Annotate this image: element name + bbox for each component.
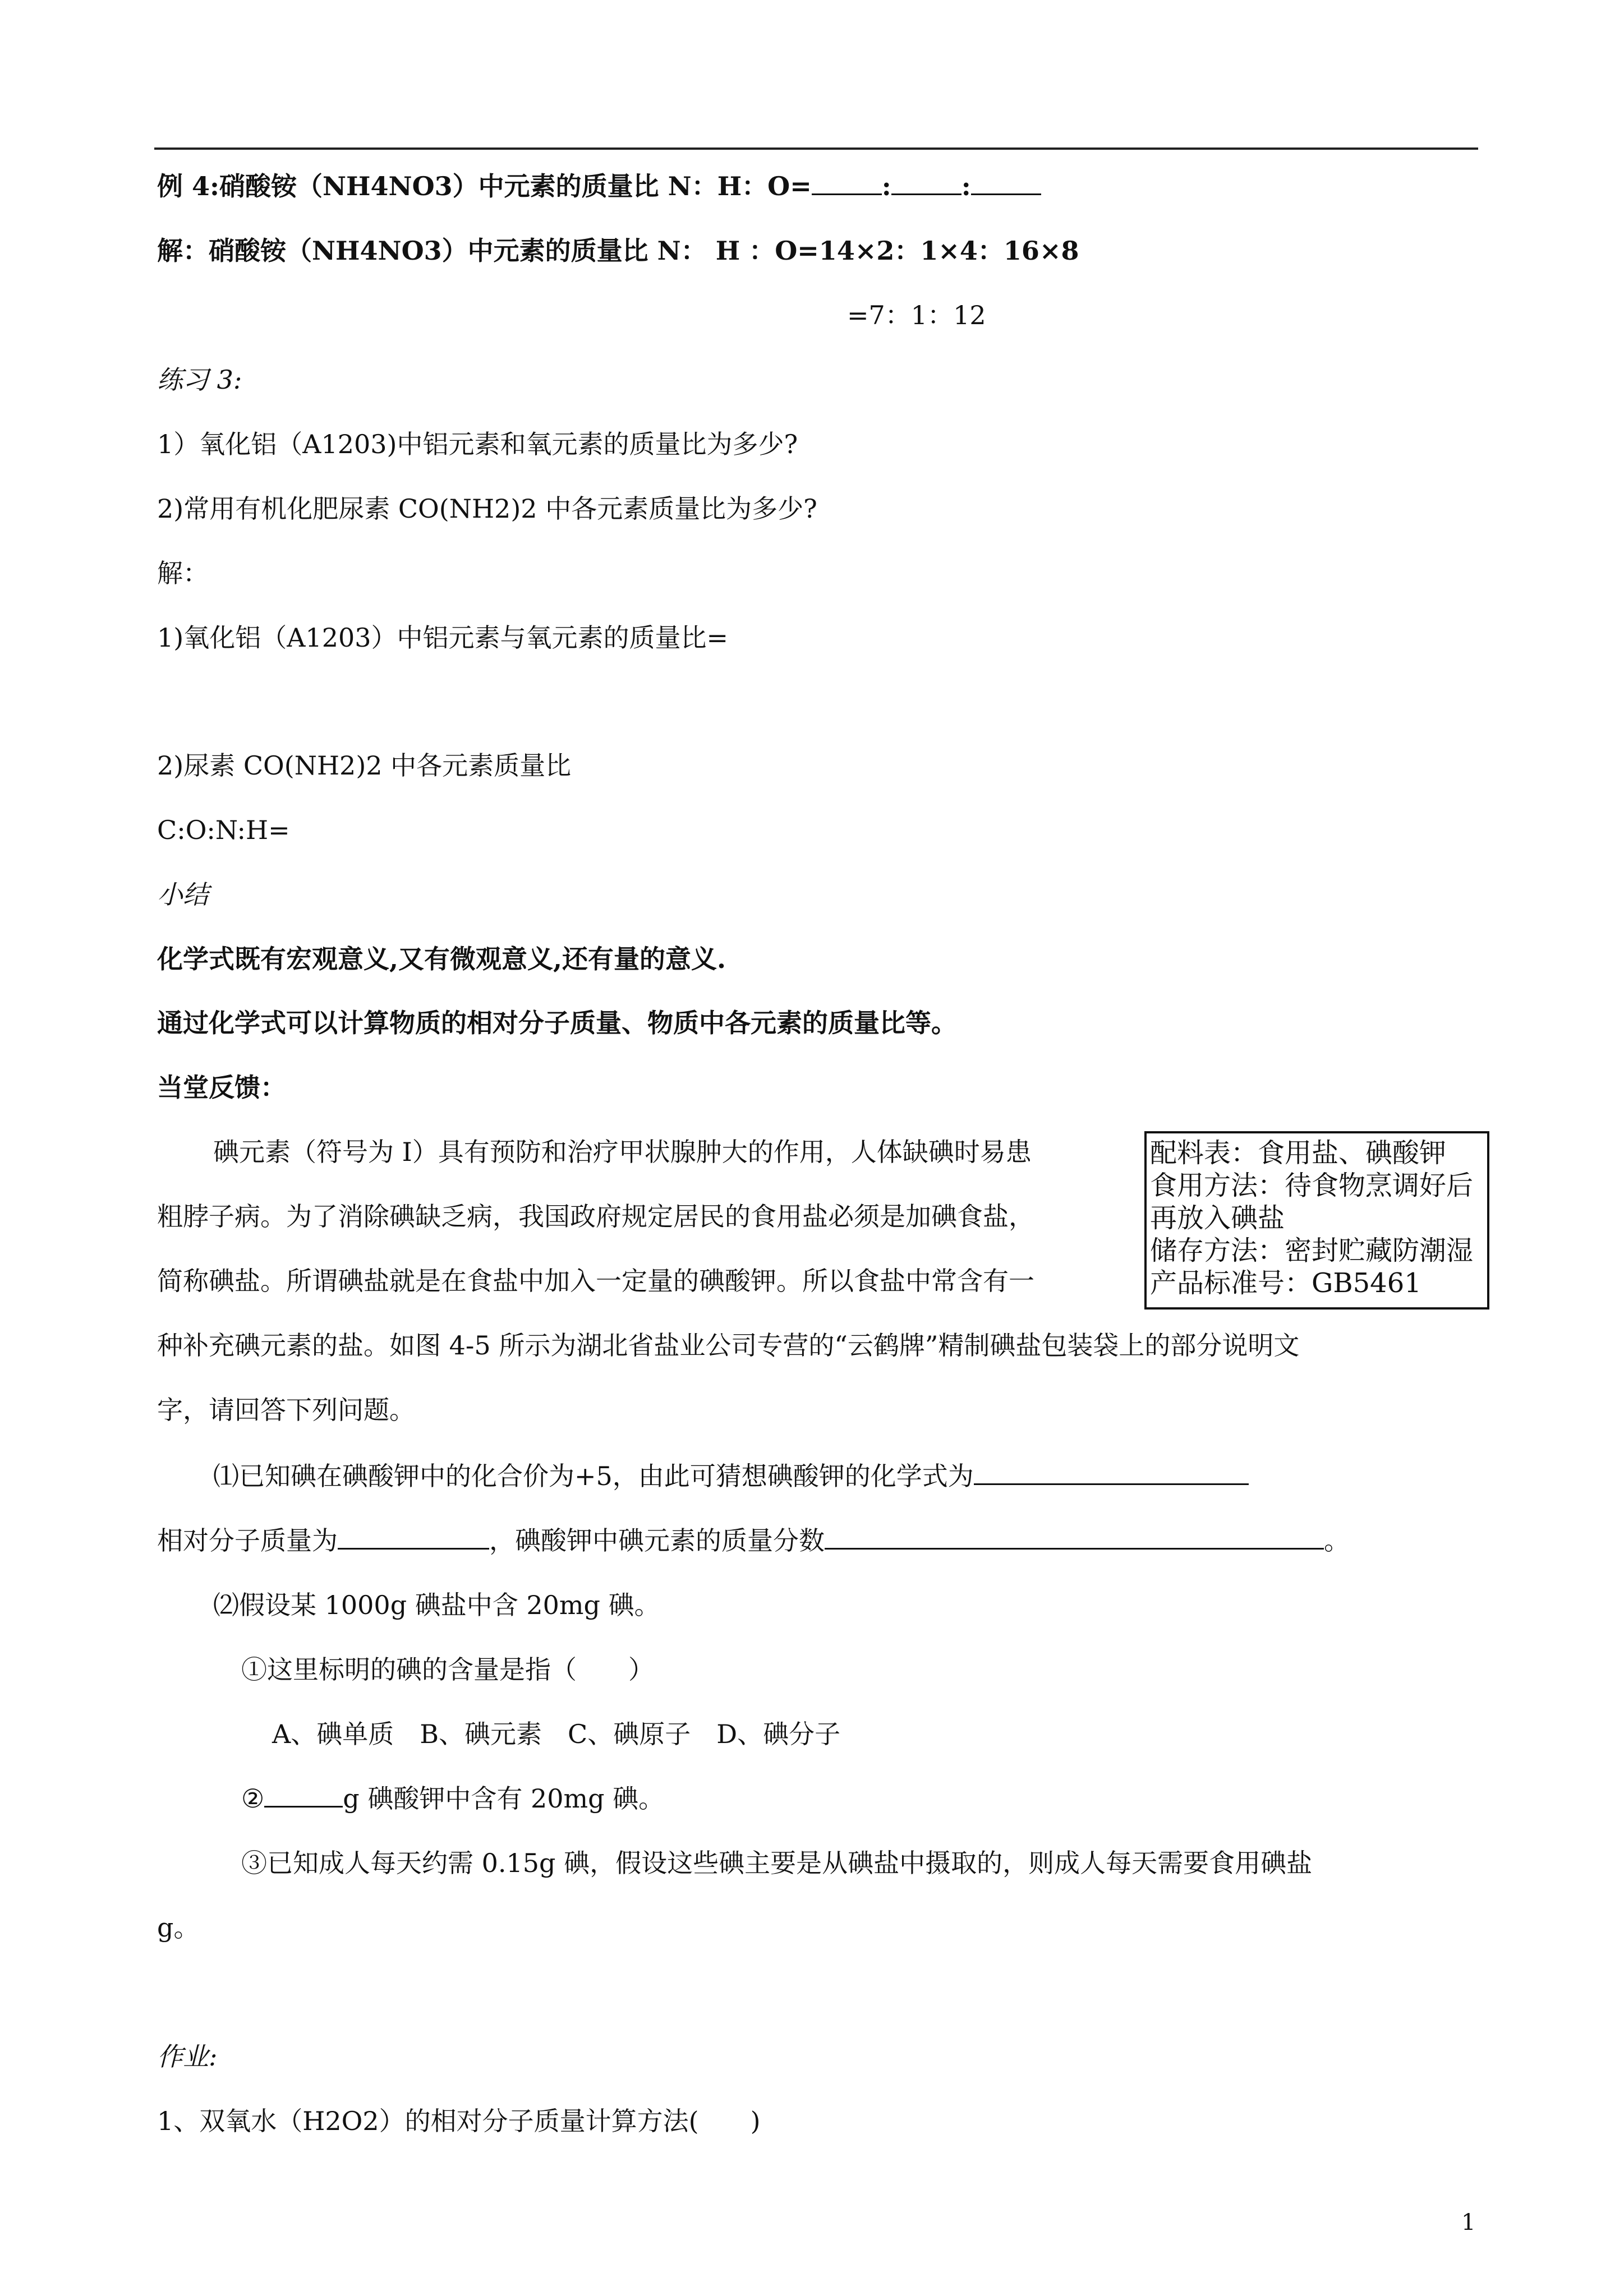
feedback-question-2: ⑵假设某 1000g 碘盐中含 20mg 碘。 xyxy=(213,1590,660,1620)
feedback-heading: 当堂反馈： xyxy=(157,1072,286,1103)
label-usage-cont: 再放入碘盐 xyxy=(1150,1202,1285,1234)
potassium-iodate-mass-blank[interactable] xyxy=(264,1783,343,1808)
formula-answer-blank[interactable] xyxy=(974,1461,1249,1485)
molecular-mass-blank[interactable] xyxy=(338,1525,489,1550)
practice-question-1: 1）氧化铝（A1203)中铝元素和氧元素的质量比为多少? xyxy=(157,429,798,459)
answer-blank-n[interactable] xyxy=(812,171,882,195)
feedback-question-2-2 xyxy=(241,1783,664,1814)
practice-question-2: 2)常用有机化肥尿素 CO(NH2)2 中各元素质量比为多少? xyxy=(157,494,817,524)
summary-line-2: 通过化学式可以计算物质的相对分子质量、物质中各元素的质量比等。 xyxy=(157,1008,957,1038)
circled-two: ② xyxy=(241,1783,265,1814)
period: 。 xyxy=(1324,1525,1350,1556)
feedback-question-1-text: ⑴已知碘在碘酸钾中的化合价为+5，由此可猜想碘酸钾的化学式为 xyxy=(213,1461,974,1491)
molecular-mass-label: 相对分子质量为 xyxy=(157,1525,338,1556)
feedback-question-2-1: ①这里标明的碘的含量是指（ ） xyxy=(241,1654,654,1685)
label-storage: 储存方法：密封贮藏防潮湿 xyxy=(1150,1235,1474,1266)
feedback-question-2-3: ③已知成人每天约需 0.15g 碘，假设这些碘主要是从碘盐中摄取的，则成人每天需要食用碘盐 xyxy=(241,1848,1313,1878)
feedback-question-2-1-options: A、碘单质 B、碘元素 C、碘原子 D、碘分子 xyxy=(272,1719,841,1749)
feedback-paragraph-line3: 简称碘盐。所谓碘盐就是在食盐中加入一定量的碘酸钾。所以食盐中常含有一 xyxy=(157,1266,1034,1296)
example-solution-line2: =7：1：12 xyxy=(847,300,986,330)
homework-heading: 作业: xyxy=(157,2041,218,2072)
homework-question-1: 1、双氧水（H2O2）的相对分子质量计算方法( ) xyxy=(157,2106,761,2136)
example-question-text: 例 4:硝酸铵（NH4NO3）中元素的质量比 N：H：O= xyxy=(157,171,812,201)
practice-answer-label: 解： xyxy=(157,558,209,588)
salt-label-box xyxy=(1144,1131,1489,1310)
practice-answer-1: 1)氧化铝（A1203）中铝元素与氧元素的质量比= xyxy=(157,623,729,653)
mass-fraction-label: ，碘酸钾中碘元素的质量分数 xyxy=(489,1525,825,1556)
summary-line-1: 化学式既有宏观意义,又有微观意义,还有量的意义. xyxy=(157,944,726,974)
practice-answer-2-formula: C:O:N:H= xyxy=(157,815,290,845)
ratio-separator: : xyxy=(881,171,891,201)
feedback-paragraph-line4: 种补充碘元素的盐。如图 4-5 所示为湖北省盐业公司专营的“云鹤牌”精制碘盐包装袋上的部分说明文 xyxy=(157,1330,1300,1361)
label-usage: 食用方法：待食物烹调好后 xyxy=(1150,1170,1474,1201)
ratio-separator: : xyxy=(961,171,971,201)
feedback-paragraph-line5: 字，请回答下列问题。 xyxy=(157,1395,415,1425)
example-question xyxy=(157,171,1041,202)
mass-fraction-blank[interactable] xyxy=(825,1525,1324,1550)
feedback-paragraph-line1: 碘元素（符号为 I）具有预防和治疗甲状腺肿大的作用，人体缺碘时易患 xyxy=(213,1137,1032,1167)
feedback-question-2-3-cont: g。 xyxy=(157,1912,200,1943)
example-solution-line1: 解：硝酸铵（NH4NO3）中元素的质量比 N： H ：O=14×2：1×4：16×8 xyxy=(157,236,1079,266)
feedback-question-1-cont xyxy=(157,1525,1350,1556)
summary-heading: 小结 xyxy=(157,879,209,910)
label-standard: 产品标准号：GB5461 xyxy=(1150,1267,1421,1299)
answer-blank-h[interactable] xyxy=(891,171,961,195)
practice-answer-2: 2)尿素 CO(NH2)2 中各元素质量比 xyxy=(157,750,572,781)
feedback-question-2-2-text: g 碘酸钾中含有 20mg 碘。 xyxy=(343,1783,665,1814)
feedback-question-1 xyxy=(213,1461,1249,1492)
header-rule xyxy=(154,147,1478,150)
practice-heading: 练习 3: xyxy=(157,365,242,395)
page-number: 1 xyxy=(1461,2210,1476,2235)
feedback-paragraph-line2: 粗脖子病。为了消除碘缺乏病，我国政府规定居民的食用盐必须是加碘食盐， xyxy=(157,1201,1034,1232)
label-ingredients: 配料表：食用盐、碘酸钾 xyxy=(1150,1137,1447,1169)
answer-blank-o[interactable] xyxy=(971,171,1041,195)
